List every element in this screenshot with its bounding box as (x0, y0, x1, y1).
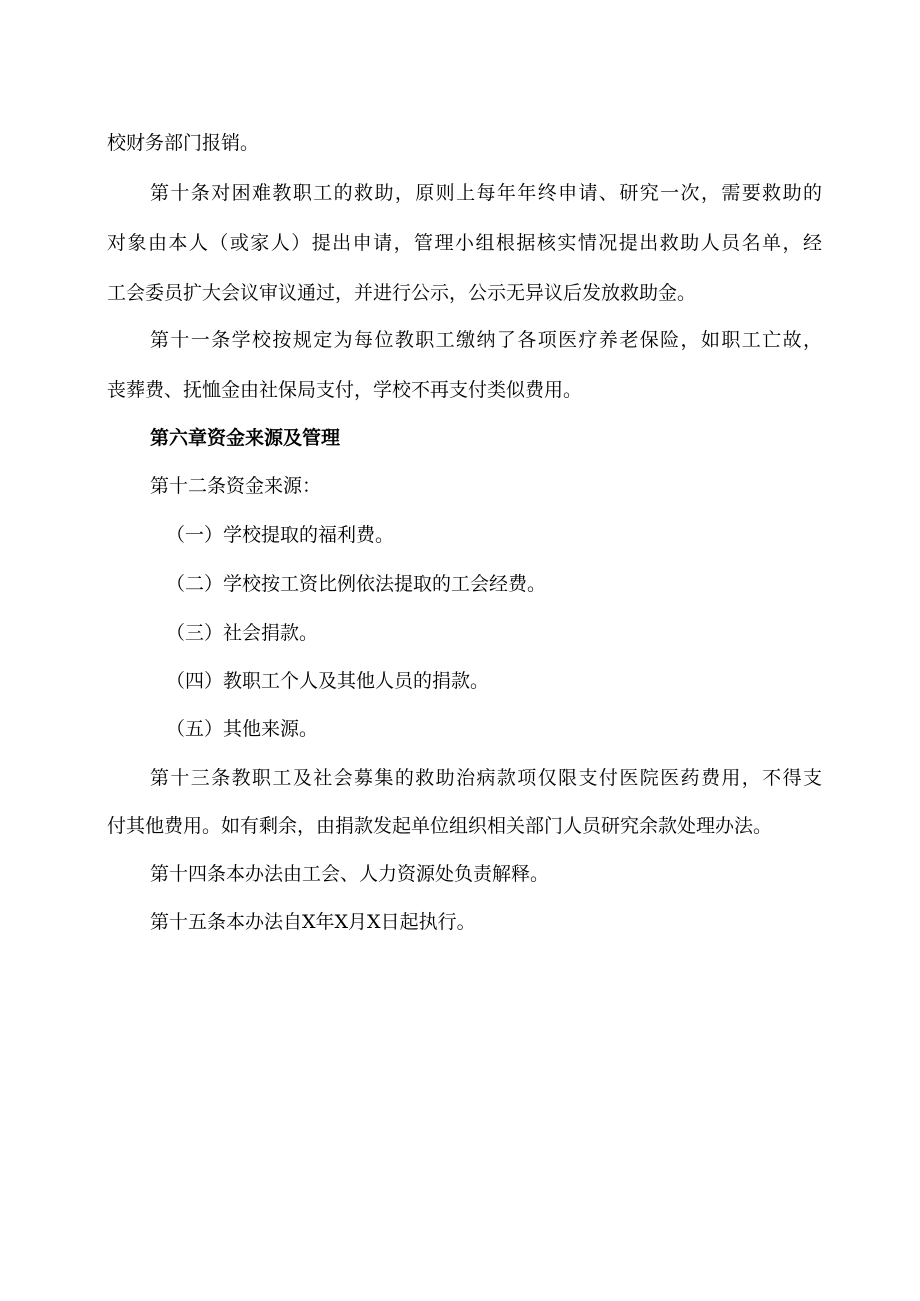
paragraph-line: 第十三条教职工及社会募集的救助治病款项仅限支付医院医药费用，不得支 (150, 767, 822, 789)
paragraph-line: 丧葬费、抚恤金由社保局支付，学校不再支付类似费用。 (107, 379, 583, 401)
chapter-heading: 第六章资金来源及管理 (150, 427, 341, 449)
list-item: （五）其他来源。 (166, 718, 319, 740)
list-item: （一）学校提取的福利费。 (166, 524, 395, 546)
paragraph-line: 工会委员扩大会议审议通过，并进行公示，公示无异议后发放救助金。 (107, 282, 697, 304)
article-line: 第十五条本办法自X年X月X日起执行。 (150, 911, 476, 933)
paragraph-line: 对象由本人（或家人）提出申请，管理小组根据核实情况提出救助人员名单，经 (107, 232, 822, 254)
paragraph-line: 校财务部门报销。 (107, 132, 260, 154)
list-item: （三）社会捐款。 (166, 622, 319, 644)
paragraph-line: 第十一条学校按规定为每位教职工缴纳了各项医疗养老保险，如职工亡故， (150, 329, 822, 351)
article-line: 第十二条资金来源： (150, 475, 322, 497)
paragraph-line: 第十条对困难教职工的救助，原则上每年年终申请、研究一次，需要救助的 (150, 182, 822, 204)
list-item: （四）教职工个人及其他人员的捐款。 (166, 670, 490, 692)
paragraph-line: 付其他费用。如有剩余，由捐款发起单位组织相关部门人员研究余款处理办法。 (107, 815, 773, 837)
article-line: 第十四条本办法由工会、人力资源处负责解释。 (150, 863, 550, 885)
list-item: （二）学校按工资比例依法提取的工会经费。 (166, 573, 547, 595)
